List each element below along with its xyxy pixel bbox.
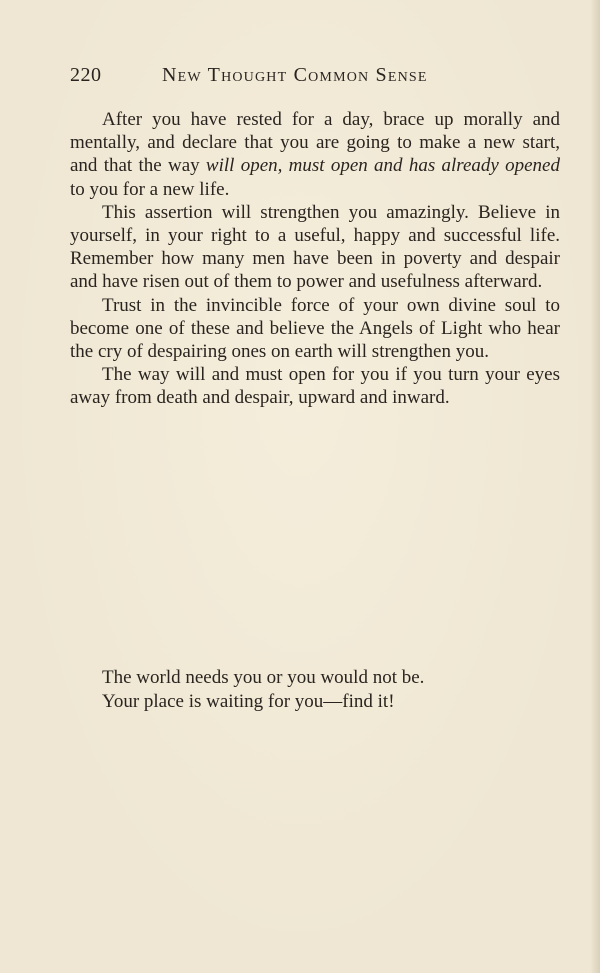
paragraph-1-italic: will open, must open and has already opened [205, 155, 560, 177]
paragraph-4: The way will and must open for you if you turn your eyes away from death and despair, upward and inward. [70, 364, 560, 409]
paragraph-1-text-end: to you for a new life. [70, 178, 230, 200]
closing-line-2: Your place is waiting for you—find it! [102, 690, 395, 712]
paragraph-1 [70, 108, 560, 201]
paragraph-1-text-start: After you have rested for a day, brace up morally and mentally, and declare that you are going to make a new start, and that the way [70, 109, 560, 177]
closing-motto [102, 666, 562, 713]
body-text [70, 108, 560, 410]
page-header [70, 64, 560, 92]
paragraph-3: Trust in the invincible force of your own divine soul to become one of these and believe the Angels of Light who hear the cry of despairing ones on earth will strengthen you. [70, 294, 560, 363]
closing-line-1: The world needs you or you would not be. [102, 667, 425, 688]
page-number: 220 [70, 64, 102, 86]
paragraph-2: This assertion will strengthen you amazingly. Believe in yourself, in your right to a useful, happy and successful life. Remember how many men have been in poverty and despair and have risen out of them to power and usefulness afterward. [70, 201, 560, 293]
running-title: New Thought Common Sense [162, 64, 428, 86]
